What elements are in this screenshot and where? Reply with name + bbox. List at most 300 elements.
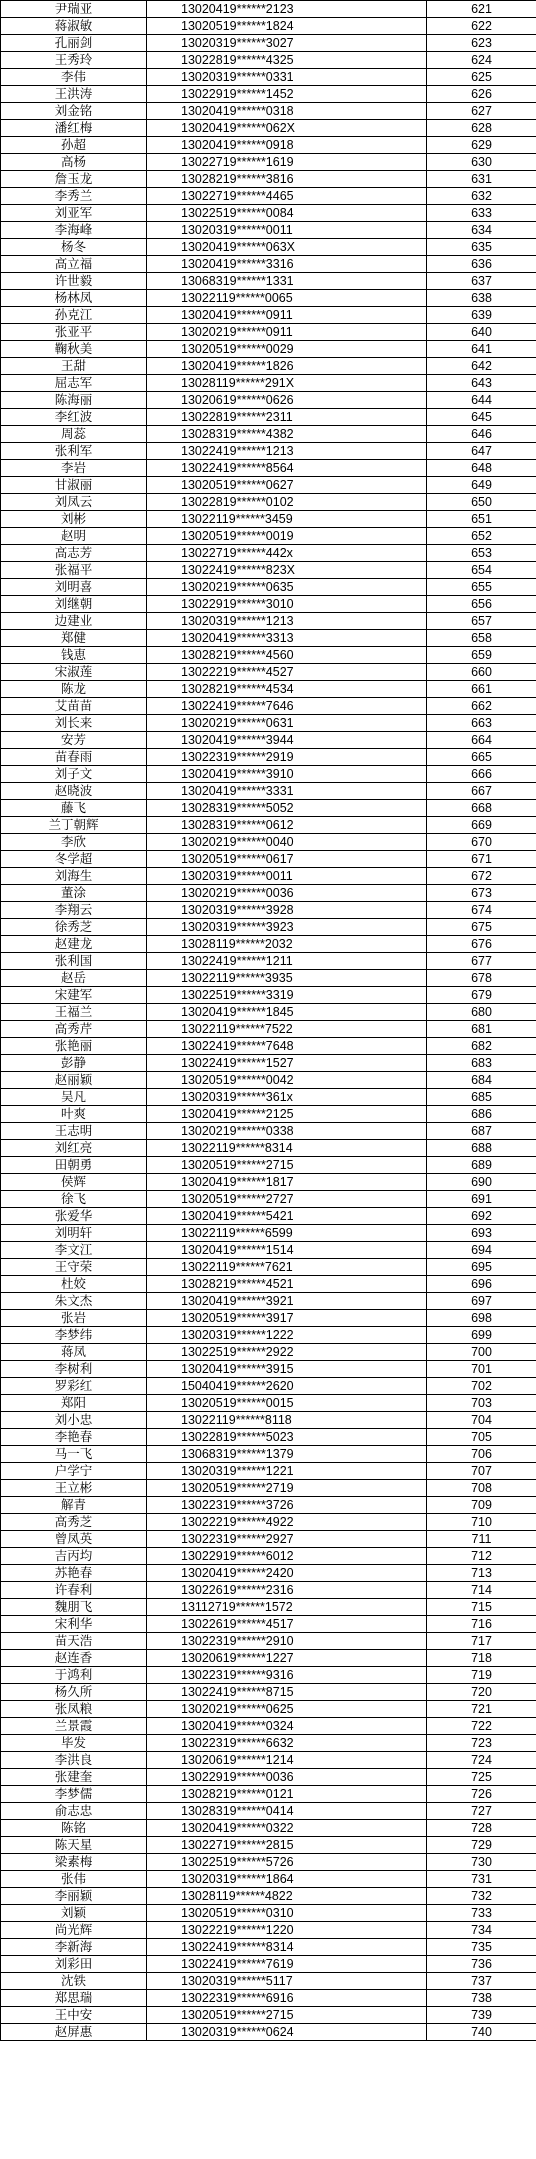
sequence-number-cell: 653 xyxy=(427,545,536,562)
person-name-cell: 叶爽 xyxy=(1,1106,147,1123)
table-row xyxy=(1,1701,536,1718)
person-name-cell: 李新海 xyxy=(1,1939,147,1956)
table-row xyxy=(1,1599,536,1616)
sequence-number-cell: 726 xyxy=(427,1786,536,1803)
sequence-number-cell: 647 xyxy=(427,443,536,460)
sequence-number-cell: 649 xyxy=(427,477,536,494)
table-row xyxy=(1,970,536,987)
id-number-cell: 13020619******1214 xyxy=(147,1752,427,1769)
sequence-number-cell: 624 xyxy=(427,52,536,69)
sequence-number-cell: 683 xyxy=(427,1055,536,1072)
id-number-cell: 13020619******0626 xyxy=(147,392,427,409)
id-number-cell: 13022119******7522 xyxy=(147,1021,427,1038)
id-number-cell: 13020219******0911 xyxy=(147,324,427,341)
person-name-cell: 徐秀芝 xyxy=(1,919,147,936)
table-row xyxy=(1,783,536,800)
table-row xyxy=(1,1,536,18)
person-name-cell: 孙克江 xyxy=(1,307,147,324)
person-name-cell: 张凤粮 xyxy=(1,1701,147,1718)
table-row xyxy=(1,1786,536,1803)
sequence-number-cell: 652 xyxy=(427,528,536,545)
table-row xyxy=(1,834,536,851)
sequence-number-cell: 735 xyxy=(427,1939,536,1956)
table-row xyxy=(1,426,536,443)
table-row xyxy=(1,545,536,562)
person-name-cell: 藤飞 xyxy=(1,800,147,817)
id-number-cell: 13022219******1220 xyxy=(147,1922,427,1939)
sequence-number-cell: 680 xyxy=(427,1004,536,1021)
person-name-cell: 张建奎 xyxy=(1,1769,147,1786)
person-name-cell: 刘凤云 xyxy=(1,494,147,511)
sequence-number-cell: 695 xyxy=(427,1259,536,1276)
id-number-cell: 13022319******2927 xyxy=(147,1531,427,1548)
id-number-cell: 13022119******7621 xyxy=(147,1259,427,1276)
sequence-number-cell: 673 xyxy=(427,885,536,902)
id-number-cell: 13022419******8314 xyxy=(147,1939,427,1956)
table-row xyxy=(1,1344,536,1361)
sequence-number-cell: 687 xyxy=(427,1123,536,1140)
sequence-number-cell: 674 xyxy=(427,902,536,919)
sequence-number-cell: 665 xyxy=(427,749,536,766)
person-name-cell: 王福兰 xyxy=(1,1004,147,1021)
sequence-number-cell: 703 xyxy=(427,1395,536,1412)
table-row xyxy=(1,1650,536,1667)
person-name-cell: 高秀芝 xyxy=(1,1514,147,1531)
sequence-number-cell: 660 xyxy=(427,664,536,681)
table-row xyxy=(1,1718,536,1735)
table-row xyxy=(1,443,536,460)
person-name-cell: 刘红亮 xyxy=(1,1140,147,1157)
table-row xyxy=(1,2007,536,2024)
id-number-cell: 13020419******1514 xyxy=(147,1242,427,1259)
table-row xyxy=(1,1378,536,1395)
sequence-number-cell: 733 xyxy=(427,1905,536,1922)
sequence-number-cell: 650 xyxy=(427,494,536,511)
person-name-cell: 王守荣 xyxy=(1,1259,147,1276)
id-number-cell: 13022919******6012 xyxy=(147,1548,427,1565)
sequence-number-cell: 648 xyxy=(427,460,536,477)
id-number-cell: 13028119******4822 xyxy=(147,1888,427,1905)
id-number-cell: 13020419******3910 xyxy=(147,766,427,783)
sequence-number-cell: 667 xyxy=(427,783,536,800)
sequence-number-cell: 689 xyxy=(427,1157,536,1174)
table-row xyxy=(1,936,536,953)
person-name-cell: 李洪良 xyxy=(1,1752,147,1769)
table-row xyxy=(1,154,536,171)
sequence-number-cell: 671 xyxy=(427,851,536,868)
table-row xyxy=(1,171,536,188)
person-name-cell: 郑健 xyxy=(1,630,147,647)
table-row xyxy=(1,630,536,647)
sequence-number-cell: 630 xyxy=(427,154,536,171)
person-name-cell: 于鸿利 xyxy=(1,1667,147,1684)
person-name-cell: 尹瑞亚 xyxy=(1,1,147,18)
id-number-cell: 13020519******2715 xyxy=(147,1157,427,1174)
id-number-cell: 13020419******0324 xyxy=(147,1718,427,1735)
id-number-cell: 13022919******3010 xyxy=(147,596,427,613)
id-number-cell: 13020519******1824 xyxy=(147,18,427,35)
sequence-number-cell: 627 xyxy=(427,103,536,120)
sequence-number-cell: 678 xyxy=(427,970,536,987)
table-row xyxy=(1,1429,536,1446)
id-number-cell: 13022119******3935 xyxy=(147,970,427,987)
id-number-cell: 13020419******3944 xyxy=(147,732,427,749)
person-name-cell: 边建业 xyxy=(1,613,147,630)
person-name-cell: 户学宁 xyxy=(1,1463,147,1480)
person-name-cell: 许世毅 xyxy=(1,273,147,290)
id-number-cell: 13020419******1826 xyxy=(147,358,427,375)
table-row xyxy=(1,1310,536,1327)
sequence-number-cell: 629 xyxy=(427,137,536,154)
table-row xyxy=(1,1293,536,1310)
person-name-cell: 张利国 xyxy=(1,953,147,970)
sequence-number-cell: 720 xyxy=(427,1684,536,1701)
table-row xyxy=(1,1140,536,1157)
person-name-cell: 陈天星 xyxy=(1,1837,147,1854)
person-name-cell: 苏艳春 xyxy=(1,1565,147,1582)
table-row xyxy=(1,1242,536,1259)
id-number-cell: 13020419******0318 xyxy=(147,103,427,120)
table-row xyxy=(1,307,536,324)
table-row xyxy=(1,1055,536,1072)
id-number-cell: 13022819******5023 xyxy=(147,1429,427,1446)
sequence-number-cell: 730 xyxy=(427,1854,536,1871)
id-number-cell: 13020519******0029 xyxy=(147,341,427,358)
table-row xyxy=(1,1854,536,1871)
table-row xyxy=(1,1973,536,1990)
id-number-cell: 13028119******2032 xyxy=(147,936,427,953)
sequence-number-cell: 707 xyxy=(427,1463,536,1480)
person-name-cell: 王洪涛 xyxy=(1,86,147,103)
table-row xyxy=(1,1905,536,1922)
person-name-cell: 赵明 xyxy=(1,528,147,545)
table-row xyxy=(1,1480,536,1497)
id-number-cell: 13020319******1864 xyxy=(147,1871,427,1888)
table-row xyxy=(1,1089,536,1106)
sequence-number-cell: 727 xyxy=(427,1803,536,1820)
sequence-number-cell: 705 xyxy=(427,1429,536,1446)
table-row xyxy=(1,290,536,307)
person-name-cell: 张伟 xyxy=(1,1871,147,1888)
id-number-cell: 13020419******0322 xyxy=(147,1820,427,1837)
sequence-number-cell: 713 xyxy=(427,1565,536,1582)
sequence-number-cell: 643 xyxy=(427,375,536,392)
person-name-cell: 张爱华 xyxy=(1,1208,147,1225)
table-row xyxy=(1,1072,536,1089)
id-number-cell: 13022419******7648 xyxy=(147,1038,427,1055)
table-row xyxy=(1,375,536,392)
sequence-number-cell: 644 xyxy=(427,392,536,409)
id-number-cell: 13020519******0617 xyxy=(147,851,427,868)
sequence-number-cell: 659 xyxy=(427,647,536,664)
sequence-number-cell: 646 xyxy=(427,426,536,443)
table-row xyxy=(1,562,536,579)
id-number-cell: 13022419******8715 xyxy=(147,1684,427,1701)
sequence-number-cell: 728 xyxy=(427,1820,536,1837)
sequence-number-cell: 655 xyxy=(427,579,536,596)
person-name-cell: 安芳 xyxy=(1,732,147,749)
sequence-number-cell: 684 xyxy=(427,1072,536,1089)
table-row xyxy=(1,613,536,630)
sequence-number-cell: 706 xyxy=(427,1446,536,1463)
sequence-number-cell: 633 xyxy=(427,205,536,222)
id-number-cell: 13022919******0036 xyxy=(147,1769,427,1786)
id-number-cell: 13028219******4534 xyxy=(147,681,427,698)
sequence-number-cell: 656 xyxy=(427,596,536,613)
id-number-cell: 13020319******0331 xyxy=(147,69,427,86)
sequence-number-cell: 697 xyxy=(427,1293,536,1310)
table-row xyxy=(1,52,536,69)
sequence-number-cell: 626 xyxy=(427,86,536,103)
id-number-cell: 13020519******0019 xyxy=(147,528,427,545)
table-row xyxy=(1,868,536,885)
id-number-cell: 13020419******3316 xyxy=(147,256,427,273)
id-number-cell: 13020519******2719 xyxy=(147,1480,427,1497)
table-row xyxy=(1,851,536,868)
sequence-number-cell: 722 xyxy=(427,1718,536,1735)
table-row xyxy=(1,477,536,494)
sequence-number-cell: 681 xyxy=(427,1021,536,1038)
table-row xyxy=(1,1752,536,1769)
person-name-cell: 高立福 xyxy=(1,256,147,273)
person-name-cell: 郑阳 xyxy=(1,1395,147,1412)
sequence-number-cell: 679 xyxy=(427,987,536,1004)
person-name-cell: 刘彬 xyxy=(1,511,147,528)
table-row xyxy=(1,698,536,715)
id-number-cell: 13020419******3915 xyxy=(147,1361,427,1378)
id-number-cell: 13022419******1213 xyxy=(147,443,427,460)
id-number-cell: 13020319******3027 xyxy=(147,35,427,52)
person-name-cell: 王志明 xyxy=(1,1123,147,1140)
id-number-cell: 13028219******4560 xyxy=(147,647,427,664)
person-name-cell: 李翔云 xyxy=(1,902,147,919)
table-row xyxy=(1,1327,536,1344)
person-name-cell: 杜姣 xyxy=(1,1276,147,1293)
id-number-cell: 13022719******442x xyxy=(147,545,427,562)
sequence-number-cell: 670 xyxy=(427,834,536,851)
sequence-number-cell: 737 xyxy=(427,1973,536,1990)
sequence-number-cell: 734 xyxy=(427,1922,536,1939)
id-number-cell: 13028319******0612 xyxy=(147,817,427,834)
table-row xyxy=(1,137,536,154)
table-row xyxy=(1,409,536,426)
table-row xyxy=(1,1888,536,1905)
table-row xyxy=(1,205,536,222)
id-number-cell: 13022619******4517 xyxy=(147,1616,427,1633)
person-name-cell: 毕发 xyxy=(1,1735,147,1752)
sequence-number-cell: 686 xyxy=(427,1106,536,1123)
sequence-number-cell: 698 xyxy=(427,1310,536,1327)
person-name-cell: 董涂 xyxy=(1,885,147,902)
id-number-cell: 13020219******0635 xyxy=(147,579,427,596)
table-row xyxy=(1,1157,536,1174)
sequence-number-cell: 701 xyxy=(427,1361,536,1378)
table-row xyxy=(1,1803,536,1820)
table-row xyxy=(1,1004,536,1021)
table-row xyxy=(1,528,536,545)
sequence-number-cell: 688 xyxy=(427,1140,536,1157)
sequence-number-cell: 661 xyxy=(427,681,536,698)
sequence-number-cell: 712 xyxy=(427,1548,536,1565)
table-row xyxy=(1,596,536,613)
person-name-cell: 高秀芹 xyxy=(1,1021,147,1038)
id-number-cell: 13020419******1845 xyxy=(147,1004,427,1021)
person-name-cell: 马一飞 xyxy=(1,1446,147,1463)
id-number-cell: 13020219******0631 xyxy=(147,715,427,732)
id-number-cell: 13022819******4325 xyxy=(147,52,427,69)
id-number-cell: 13112719******1572 xyxy=(147,1599,427,1616)
sequence-number-cell: 716 xyxy=(427,1616,536,1633)
person-name-cell: 蒋凤 xyxy=(1,1344,147,1361)
person-name-cell: 苗春雨 xyxy=(1,749,147,766)
sequence-number-cell: 739 xyxy=(427,2007,536,2024)
person-name-cell: 刘亚军 xyxy=(1,205,147,222)
id-number-cell: 13022419******8564 xyxy=(147,460,427,477)
person-name-cell: 杨久所 xyxy=(1,1684,147,1701)
sequence-number-cell: 662 xyxy=(427,698,536,715)
id-number-cell: 13022419******7619 xyxy=(147,1956,427,1973)
roster-body xyxy=(1,1,536,2041)
id-number-cell: 13068319******1331 xyxy=(147,273,427,290)
person-name-cell: 刘小忠 xyxy=(1,1412,147,1429)
person-name-cell: 沈铁 xyxy=(1,1973,147,1990)
table-row xyxy=(1,1106,536,1123)
person-name-cell: 吉丙均 xyxy=(1,1548,147,1565)
sequence-number-cell: 622 xyxy=(427,18,536,35)
id-number-cell: 13020319******5117 xyxy=(147,1973,427,1990)
sequence-number-cell: 721 xyxy=(427,1701,536,1718)
table-row xyxy=(1,69,536,86)
table-row xyxy=(1,341,536,358)
table-row xyxy=(1,1769,536,1786)
person-name-cell: 刘金铭 xyxy=(1,103,147,120)
person-name-cell: 尚光辉 xyxy=(1,1922,147,1939)
sequence-number-cell: 709 xyxy=(427,1497,536,1514)
sequence-number-cell: 714 xyxy=(427,1582,536,1599)
id-number-cell: 13020419******3313 xyxy=(147,630,427,647)
person-name-cell: 张艳丽 xyxy=(1,1038,147,1055)
person-name-cell: 梁素梅 xyxy=(1,1854,147,1871)
person-name-cell: 艾苗苗 xyxy=(1,698,147,715)
person-name-cell: 赵晓波 xyxy=(1,783,147,800)
person-name-cell: 李艳春 xyxy=(1,1429,147,1446)
person-name-cell: 李欣 xyxy=(1,834,147,851)
sequence-number-cell: 668 xyxy=(427,800,536,817)
id-number-cell: 13022719******4465 xyxy=(147,188,427,205)
sequence-number-cell: 731 xyxy=(427,1871,536,1888)
sequence-number-cell: 704 xyxy=(427,1412,536,1429)
person-name-cell: 李文江 xyxy=(1,1242,147,1259)
sequence-number-cell: 640 xyxy=(427,324,536,341)
table-row xyxy=(1,1548,536,1565)
id-number-cell: 13022819******0102 xyxy=(147,494,427,511)
id-number-cell: 13022419******1211 xyxy=(147,953,427,970)
table-row xyxy=(1,511,536,528)
person-name-cell: 王秀玲 xyxy=(1,52,147,69)
table-row xyxy=(1,1871,536,1888)
sequence-number-cell: 696 xyxy=(427,1276,536,1293)
sequence-number-cell: 663 xyxy=(427,715,536,732)
table-row xyxy=(1,1939,536,1956)
sequence-number-cell: 621 xyxy=(427,1,536,18)
id-number-cell: 13022119******3459 xyxy=(147,511,427,528)
person-name-cell: 陈海丽 xyxy=(1,392,147,409)
person-name-cell: 李梦儒 xyxy=(1,1786,147,1803)
person-name-cell: 宋利华 xyxy=(1,1616,147,1633)
id-number-cell: 13020519******3917 xyxy=(147,1310,427,1327)
sequence-number-cell: 708 xyxy=(427,1480,536,1497)
id-number-cell: 13020419******0911 xyxy=(147,307,427,324)
person-name-cell: 李海峰 xyxy=(1,222,147,239)
id-number-cell: 13028219******3816 xyxy=(147,171,427,188)
table-row xyxy=(1,1497,536,1514)
person-name-cell: 朱文杰 xyxy=(1,1293,147,1310)
person-name-cell: 张亚平 xyxy=(1,324,147,341)
person-name-cell: 李岩 xyxy=(1,460,147,477)
table-row xyxy=(1,1038,536,1055)
person-name-cell: 赵岳 xyxy=(1,970,147,987)
table-row xyxy=(1,188,536,205)
id-number-cell: 13020219******0040 xyxy=(147,834,427,851)
person-name-cell: 解青 xyxy=(1,1497,147,1514)
sequence-number-cell: 642 xyxy=(427,358,536,375)
sequence-number-cell: 682 xyxy=(427,1038,536,1055)
person-name-cell: 赵建龙 xyxy=(1,936,147,953)
table-row xyxy=(1,885,536,902)
table-row xyxy=(1,732,536,749)
person-name-cell: 李红波 xyxy=(1,409,147,426)
sequence-number-cell: 645 xyxy=(427,409,536,426)
table-row xyxy=(1,273,536,290)
id-number-cell: 13022919******1452 xyxy=(147,86,427,103)
person-name-cell: 兰丁朝辉 xyxy=(1,817,147,834)
table-row xyxy=(1,681,536,698)
id-number-cell: 13028219******4521 xyxy=(147,1276,427,1293)
id-number-cell: 13022819******2311 xyxy=(147,409,427,426)
id-number-cell: 13022419******1527 xyxy=(147,1055,427,1072)
id-number-cell: 13020419******2123 xyxy=(147,1,427,18)
table-row xyxy=(1,1922,536,1939)
id-number-cell: 15040419******2620 xyxy=(147,1378,427,1395)
id-number-cell: 13022119******8314 xyxy=(147,1140,427,1157)
id-number-cell: 13020419******5421 xyxy=(147,1208,427,1225)
person-name-cell: 钱恵 xyxy=(1,647,147,664)
person-name-cell: 张岩 xyxy=(1,1310,147,1327)
sequence-number-cell: 637 xyxy=(427,273,536,290)
person-name-cell: 刘继朝 xyxy=(1,596,147,613)
id-number-cell: 13028119******291X xyxy=(147,375,427,392)
sequence-number-cell: 711 xyxy=(427,1531,536,1548)
table-row xyxy=(1,749,536,766)
id-number-cell: 13020319******3928 xyxy=(147,902,427,919)
person-name-cell: 刘长来 xyxy=(1,715,147,732)
id-number-cell: 13020419******1817 xyxy=(147,1174,427,1191)
person-name-cell: 孔丽剑 xyxy=(1,35,147,52)
sequence-number-cell: 694 xyxy=(427,1242,536,1259)
person-name-cell: 田朝勇 xyxy=(1,1157,147,1174)
person-name-cell: 刘子文 xyxy=(1,766,147,783)
sequence-number-cell: 623 xyxy=(427,35,536,52)
sequence-number-cell: 717 xyxy=(427,1633,536,1650)
sequence-number-cell: 631 xyxy=(427,171,536,188)
id-number-cell: 13022519******0084 xyxy=(147,205,427,222)
table-row xyxy=(1,953,536,970)
table-row xyxy=(1,1174,536,1191)
id-number-cell: 13020419******3921 xyxy=(147,1293,427,1310)
table-row xyxy=(1,664,536,681)
table-row xyxy=(1,1191,536,1208)
sequence-number-cell: 715 xyxy=(427,1599,536,1616)
